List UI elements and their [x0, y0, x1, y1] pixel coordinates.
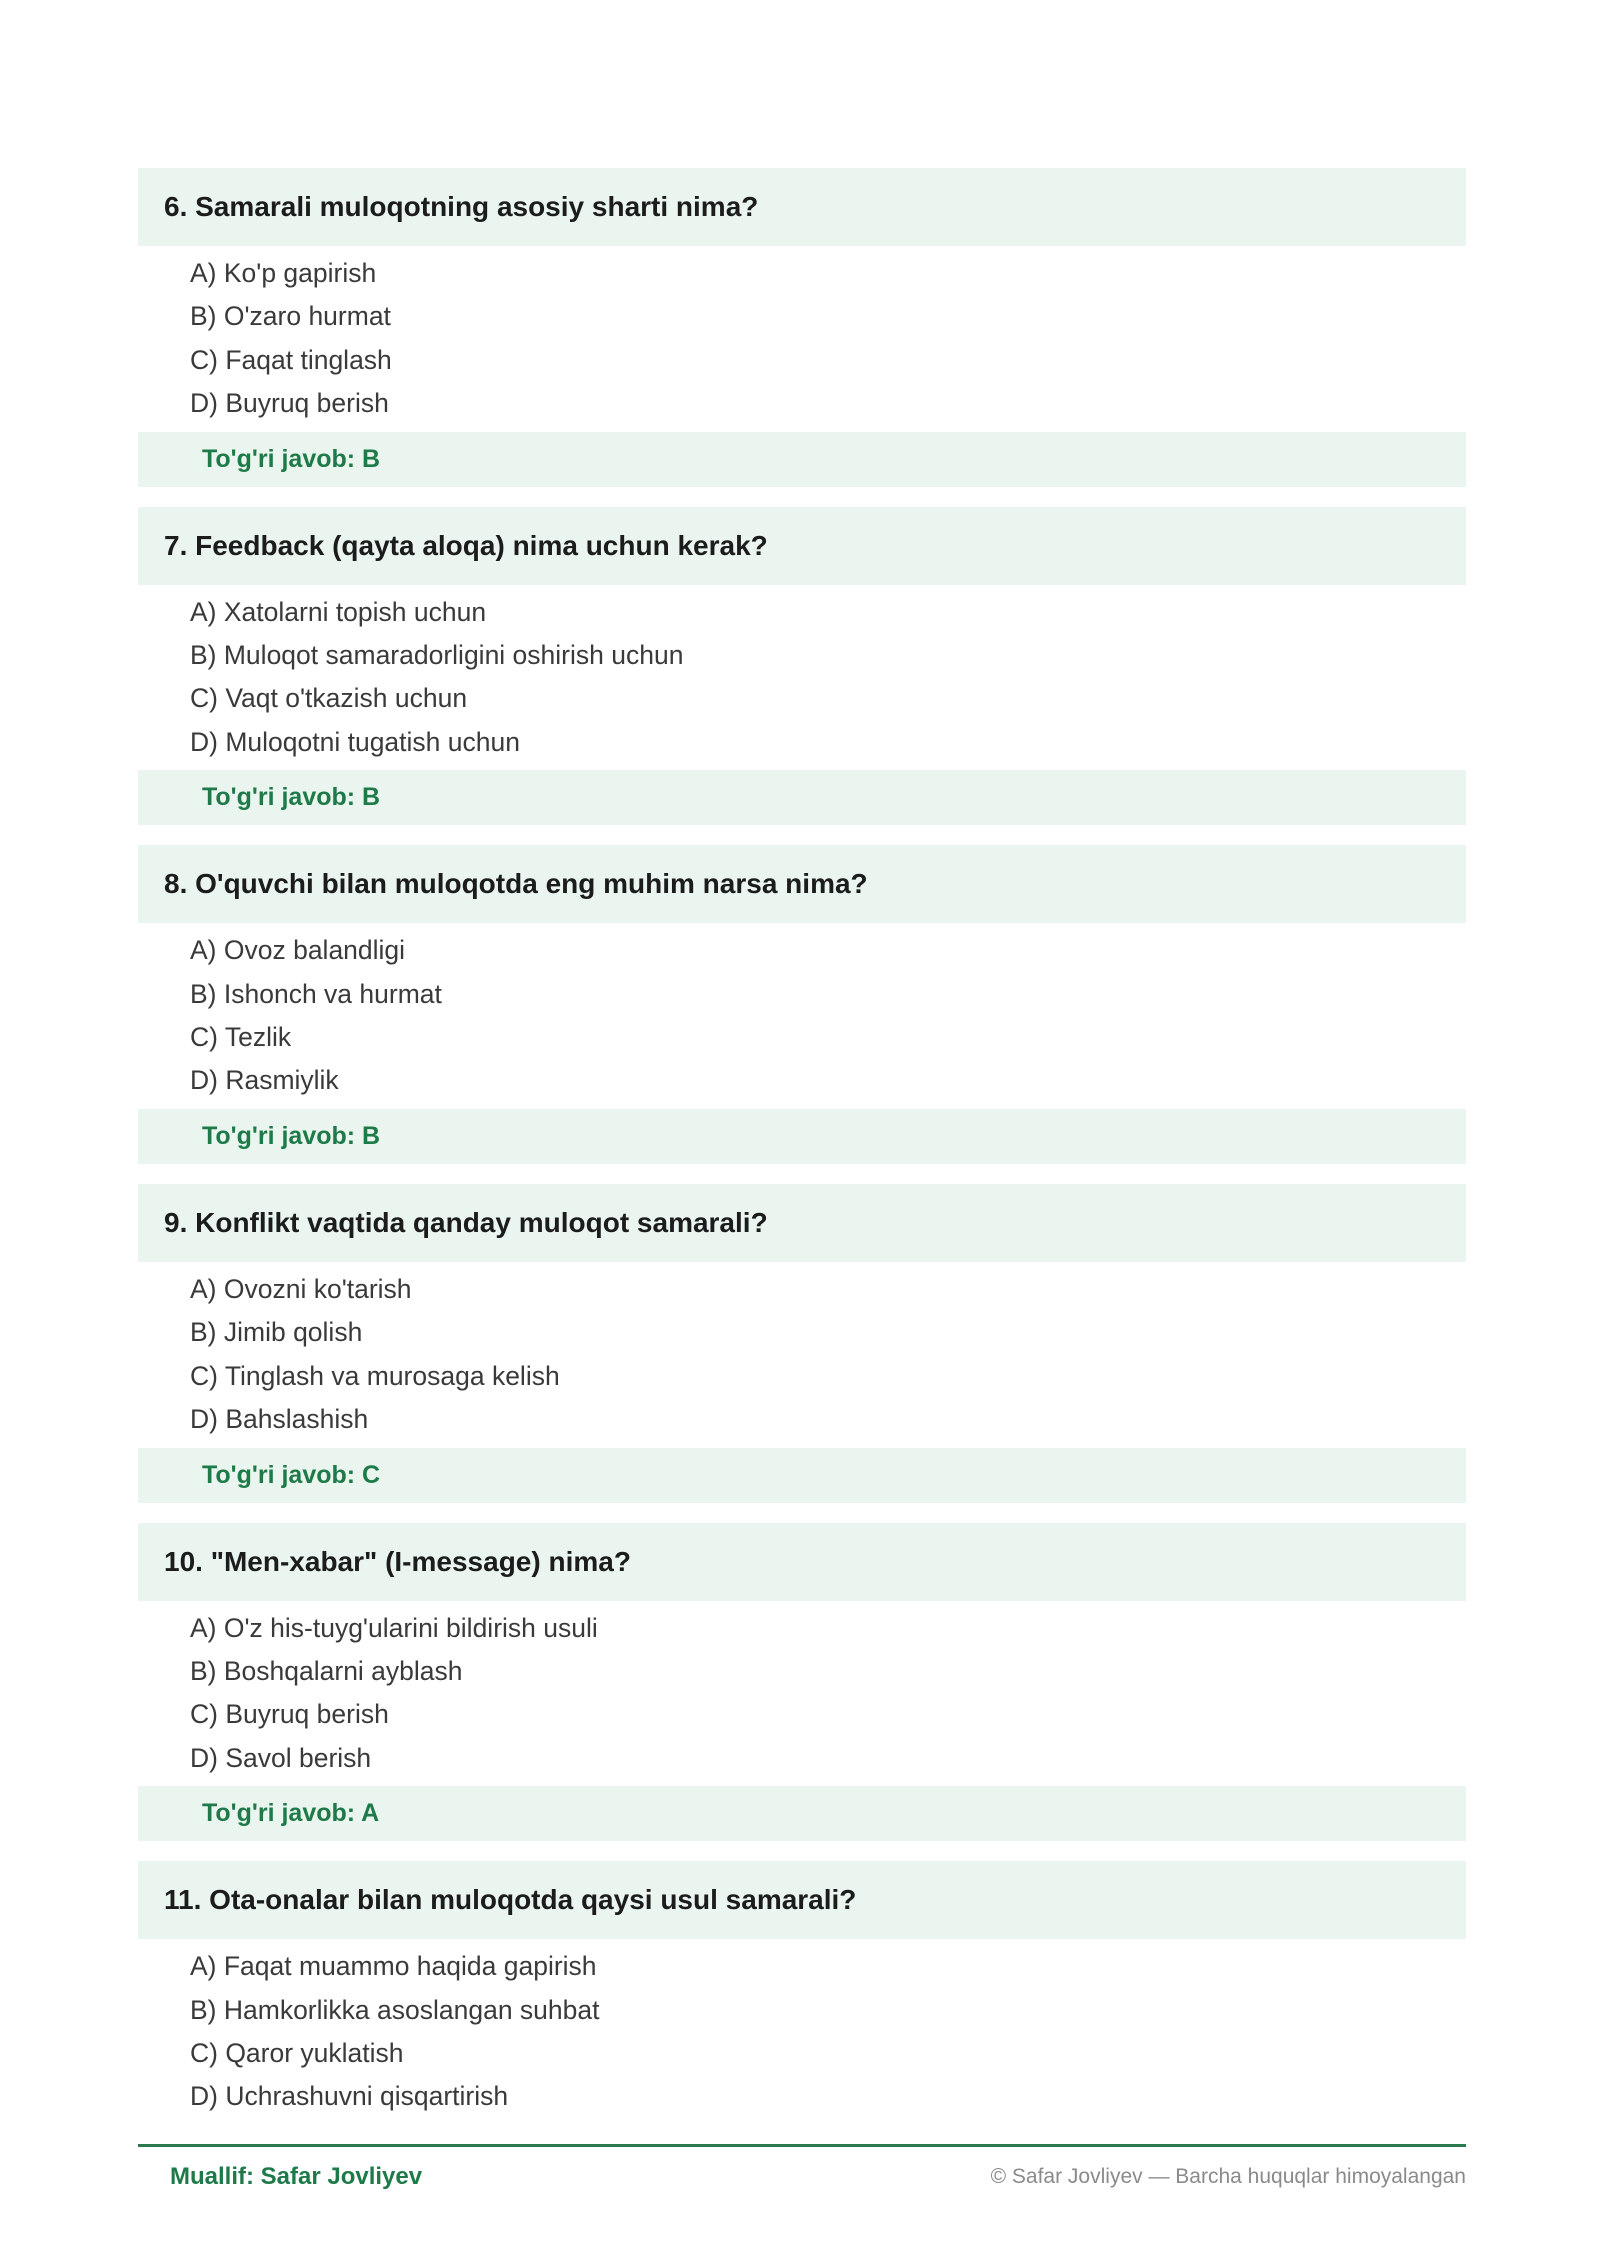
question-title: 10. "Men-xabar" (I-message) nima? — [138, 1523, 1466, 1601]
answer-option: B) Hamkorlikka asoslangan suhbat — [190, 1994, 600, 2025]
question-block — [138, 845, 1466, 1164]
answer-options — [138, 923, 1466, 1109]
answer-option: D) Rasmiylik — [190, 1065, 339, 1096]
question-title: 9. Konflikt vaqtida qanday muloqot samarali? — [138, 1184, 1466, 1262]
answer-option: B) Muloqot samaradorligini oshirish uchun — [190, 640, 684, 671]
correct-answer: To'g'ri javob: B — [138, 770, 1466, 825]
answer-options — [138, 585, 1466, 771]
answer-option: D) Uchrashuvni qisqartirish — [190, 2081, 509, 2112]
answer-option: C) Tezlik — [190, 1022, 292, 1053]
question-block — [138, 1861, 1466, 2125]
answer-option: C) Faqat tinglash — [190, 344, 392, 375]
answer-options — [138, 1939, 1466, 2125]
correct-answer: To'g'ri javob: B — [138, 432, 1466, 487]
question-title: 7. Feedback (qayta aloqa) nima uchun kerak? — [138, 507, 1466, 585]
quiz-question-list — [138, 168, 1466, 2145]
correct-answer: To'g'ri javob: C — [138, 1448, 1466, 1503]
answer-option: D) Muloqotni tugatish uchun — [190, 726, 520, 757]
answer-option: C) Qaror yuklatish — [190, 2037, 404, 2068]
answer-option: B) Ishonch va hurmat — [190, 978, 442, 1009]
answer-option: A) Ko'p gapirish — [190, 258, 377, 288]
correct-answer: To'g'ri javob: B — [138, 1109, 1466, 1164]
page-footer — [138, 2144, 1466, 2190]
question-title: 8. O'quvchi bilan muloqotda eng muhim narsa nima? — [138, 845, 1466, 923]
answer-option: B) Jimib qolish — [190, 1317, 363, 1348]
answer-options — [138, 246, 1466, 432]
answer-option: C) Tinglash va murosaga kelish — [190, 1360, 560, 1391]
answer-option: D) Bahslashish — [190, 1404, 369, 1435]
question-block — [138, 1523, 1466, 1842]
answer-option: A) Ovozni ko'tarish — [190, 1273, 412, 1304]
question-block — [138, 1184, 1466, 1503]
question-title: 6. Samarali muloqotning asosiy sharti nima? — [138, 168, 1466, 246]
footer-copyright: © Safar Jovliyev — Barcha huquqlar himoyalangan — [990, 2165, 1466, 2188]
answer-option: B) Boshqalarni ayblash — [190, 1655, 463, 1686]
answer-option: A) Ovoz balandligi — [190, 935, 406, 966]
answer-option: D) Buyruq berish — [190, 388, 389, 419]
footer-author: Muallif: Safar Jovliyev — [170, 2163, 423, 2190]
question-block — [138, 507, 1466, 826]
answer-option: B) O'zaro hurmat — [190, 301, 391, 332]
answer-options — [138, 1262, 1466, 1448]
answer-option: A) Faqat muammo haqida gapirish — [190, 1951, 597, 1982]
answer-option: C) Vaqt o'tkazish uchun — [190, 683, 468, 714]
correct-answer: To'g'ri javob: A — [138, 1786, 1466, 1841]
question-block — [138, 168, 1466, 487]
answer-options — [138, 1601, 1466, 1787]
answer-option: C) Buyruq berish — [190, 1699, 389, 1730]
answer-option: A) Xatolarni topish uchun — [190, 596, 487, 627]
question-title: 11. Ota-onalar bilan muloqotda qaysi usul samarali? — [138, 1861, 1466, 1939]
answer-option: A) O'z his-tuyg'ularini bildirish usuli — [190, 1612, 598, 1643]
answer-option: D) Savol berish — [190, 1742, 372, 1773]
